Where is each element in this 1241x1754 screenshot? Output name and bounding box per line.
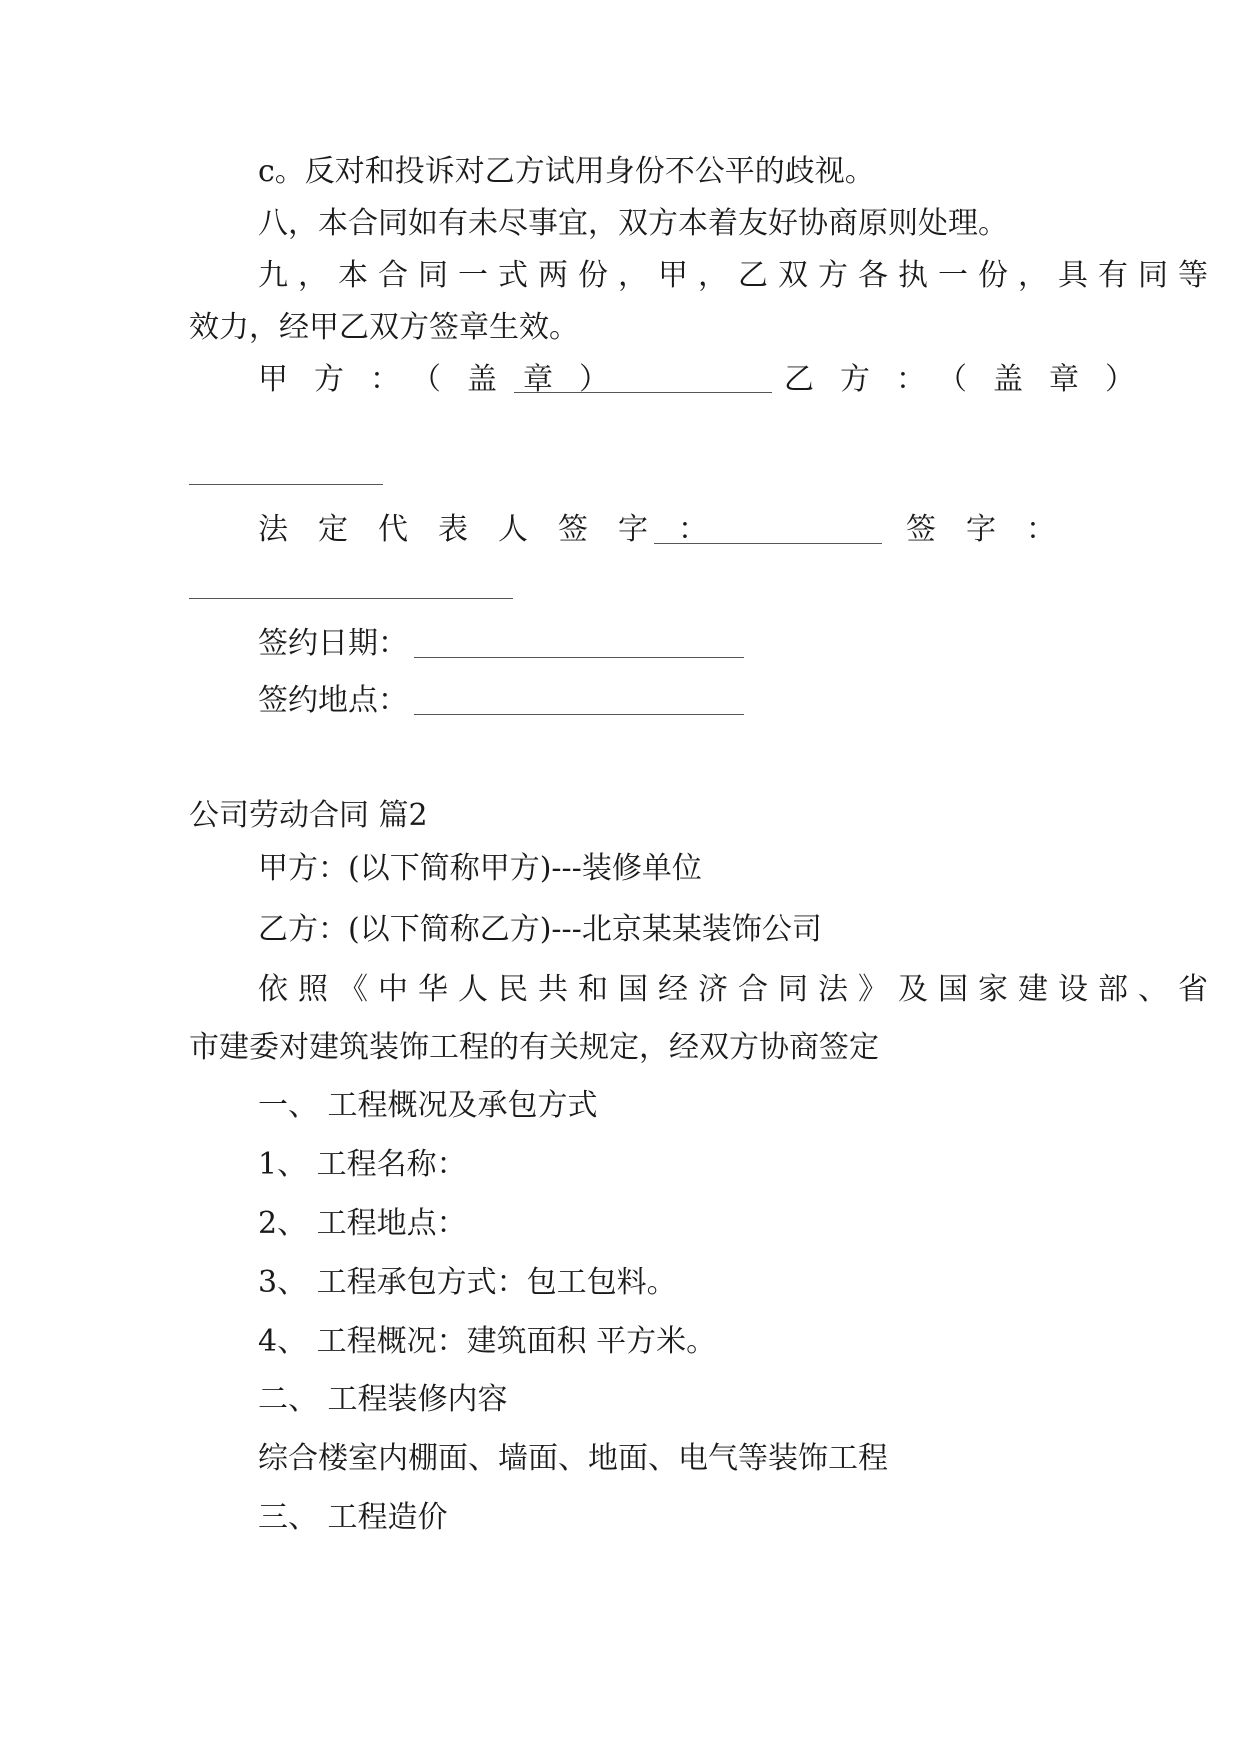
sign-blank xyxy=(189,598,513,599)
heading-2: 二、 工程装修内容 xyxy=(258,1382,508,1417)
sign-place-blank xyxy=(414,714,744,715)
legal-rep-sign-label: 法定代表人签字： xyxy=(258,512,738,547)
item-4: 4、 工程概况：建筑面积 平方米。 xyxy=(258,1324,717,1359)
paragraph-8: 八，本合同如有未尽事宜，双方本着友好协商原则处理。 xyxy=(258,206,1008,241)
item-3: 3、 工程承包方式：包工包料。 xyxy=(258,1265,677,1300)
sign-place-label: 签约地点： xyxy=(258,683,408,718)
paragraph-c: c。反对和投诉对乙方试用身份不公平的歧视。 xyxy=(258,154,875,189)
party-a-seal-blank xyxy=(514,392,772,393)
legal-rep-sign-blank xyxy=(654,543,882,544)
item-2: 2、 工程地点： xyxy=(258,1206,467,1241)
basis-line1: 依照《中华人民共和国经济合同法》及国家建设部、省 xyxy=(258,972,1218,1007)
section-title: 公司劳动合同 篇2 xyxy=(189,798,428,833)
sign-label: 签字： xyxy=(906,512,1086,547)
party-b-seal-label: 乙方：（盖章） xyxy=(784,362,1161,397)
sign-date-label: 签约日期： xyxy=(258,626,408,661)
content-line: 综合楼室内棚面、墙面、地面、电气等装饰工程 xyxy=(258,1441,888,1476)
party-b: 乙方：(以下简称乙方)---北京某某装饰公司 xyxy=(258,912,822,947)
party-a-seal-label: 甲方：（盖章） xyxy=(258,362,635,397)
sign-date-blank xyxy=(414,657,744,658)
basis-line2: 市建委对建筑装饰工程的有关规定，经双方协商签定 xyxy=(189,1030,879,1065)
item-1: 1、 工程名称： xyxy=(258,1147,467,1182)
paragraph-9-line1: 九，本合同一式两份，甲，乙双方各执一份，具有同等 xyxy=(258,258,1218,293)
party-a: 甲方：(以下简称甲方)---装修单位 xyxy=(258,851,702,886)
party-b-seal-blank xyxy=(189,484,383,485)
heading-3: 三、 工程造价 xyxy=(258,1500,448,1535)
paragraph-9-line2: 效力，经甲乙双方签章生效。 xyxy=(189,310,579,345)
heading-1: 一、 工程概况及承包方式 xyxy=(258,1088,598,1123)
